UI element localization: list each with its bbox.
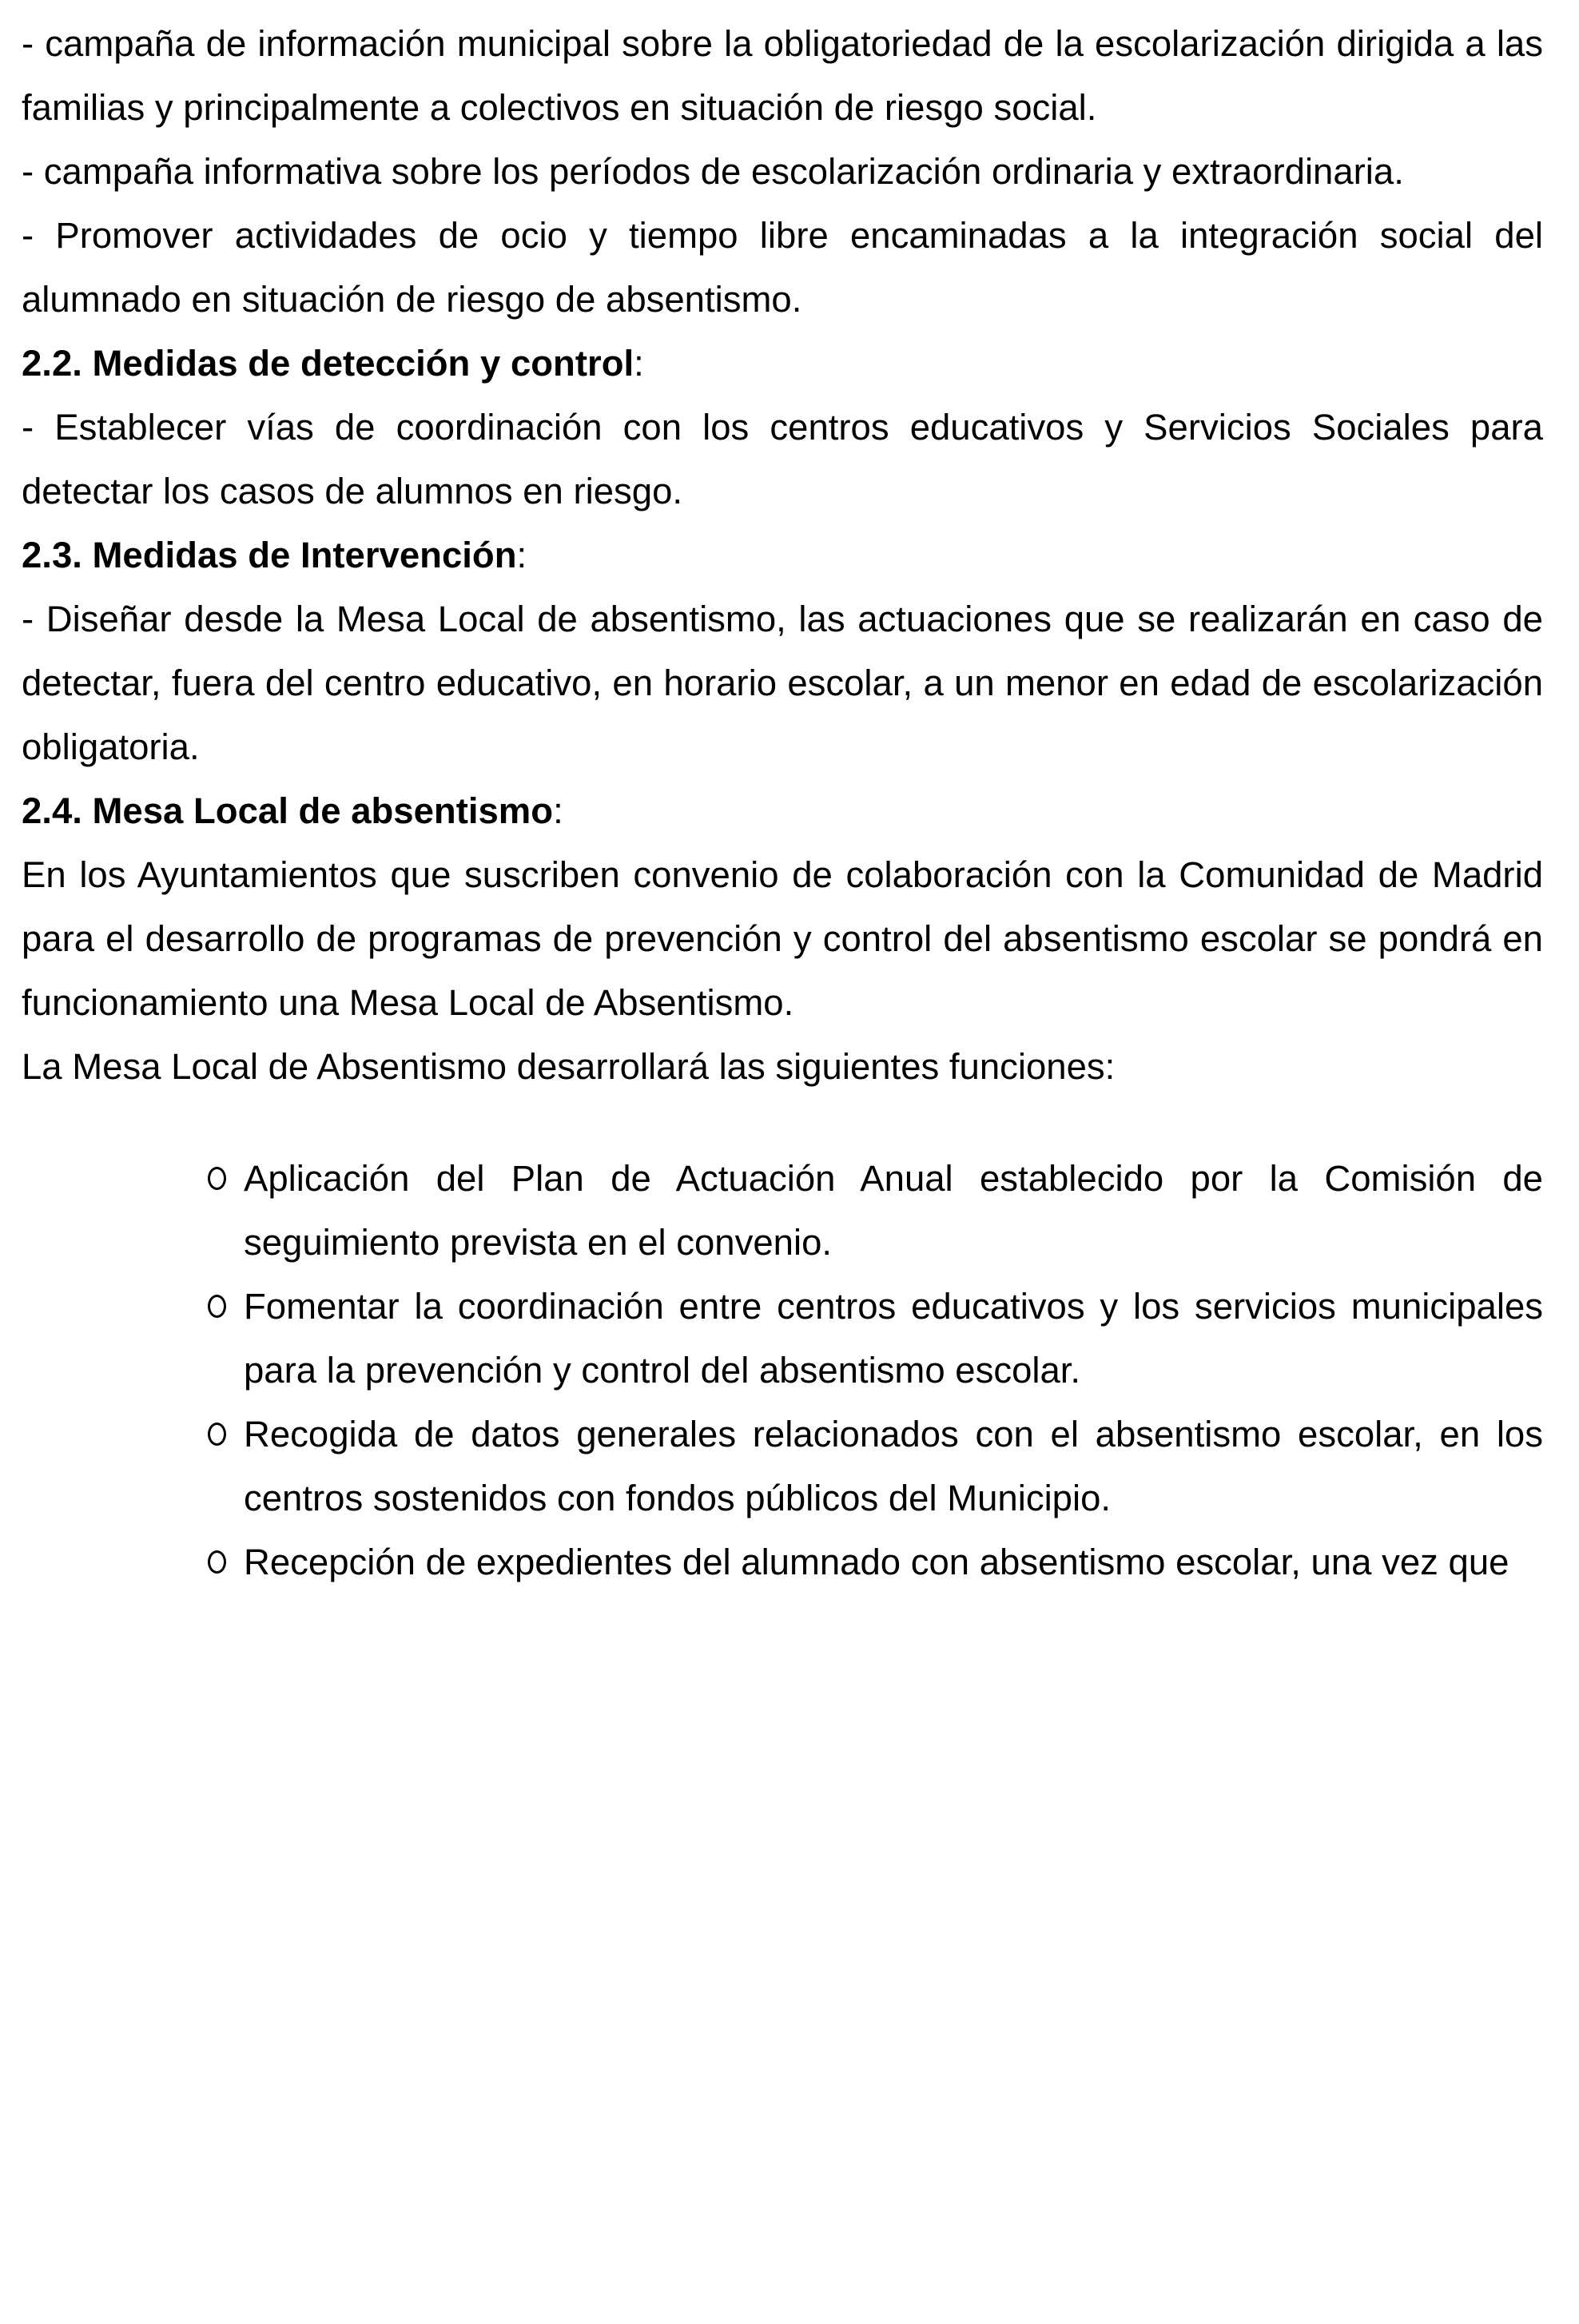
list-item-recogida-datos bbox=[22, 1403, 1543, 1530]
list-item-plan-anual bbox=[22, 1147, 1543, 1275]
intro-paragraph-promote-activities: - Promover actividades de ocio y tiempo libre encaminadas a la integración social del alumnado en situación de riesgo de absentismo. bbox=[22, 215, 1543, 320]
intro-paragraph-campaign-info: - campaña de información municipal sobre la obligatoriedad de la escolarización dirigida a las familias y principalmente a colectivos en situación de riesgo social. bbox=[22, 23, 1543, 128]
list-item-text: Aplicación del Plan de Actuación Anual establecido por la Comisión de seguimiento prevista en el convenio. bbox=[244, 1158, 1543, 1263]
section-heading-2-4 bbox=[22, 779, 1543, 843]
section-heading-2-4-title: 2.4. Mesa Local de absentismo bbox=[22, 790, 554, 831]
functions-list bbox=[22, 1147, 1543, 1594]
list-item-recepcion-expedientes bbox=[22, 1530, 1543, 1594]
section-heading-2-2-title: 2.2. Medidas de detección y control bbox=[22, 343, 634, 384]
list-item-text: Recepción de expedientes del alumnado con absentismo escolar, una vez que bbox=[244, 1542, 1509, 1582]
intro-paragraph-campaign-periods: - campaña informativa sobre los períodos de escolarización ordinaria y extraordinaria. bbox=[22, 151, 1404, 192]
section-heading-2-2-colon: : bbox=[634, 343, 644, 384]
list-item-text: Fomentar la coordinación entre centros educativos y los servicios municipales para la prevención y control del absentismo escolar. bbox=[244, 1286, 1543, 1391]
circle-bullet-icon bbox=[208, 1423, 226, 1446]
section-heading-2-3-colon: : bbox=[516, 535, 527, 575]
paragraph-detection-measures: - Establecer vías de coordinación con los centros educativos y Servicios Sociales para detectar los casos de alumnos en riesgo. bbox=[22, 407, 1543, 511]
section-heading-2-4-colon: : bbox=[553, 790, 563, 831]
section-heading-2-3-title: 2.3. Medidas de Intervención bbox=[22, 535, 517, 575]
circle-bullet-icon bbox=[208, 1167, 226, 1190]
circle-bullet-icon bbox=[208, 1295, 226, 1318]
list-item-text: Recogida de datos generales relacionados con el absentismo escolar, en los centros sostenidos con fondos públicos del Municipio. bbox=[244, 1414, 1543, 1518]
paragraph-mesa-local-functions-lead: La Mesa Local de Absentismo desarrollará las siguientes funciones: bbox=[22, 1046, 1116, 1087]
section-heading-2-2 bbox=[22, 332, 1543, 396]
section-heading-2-3 bbox=[22, 523, 1543, 587]
paragraph-mesa-local-convenio: En los Ayuntamientos que suscriben convenio de colaboración con la Comunidad de Madrid para el desarrollo de programas de prevención y control del absentismo escolar se pondrá en funcionamiento una Mesa Local de Absentismo. bbox=[22, 854, 1543, 1023]
paragraph-intervention-measures: - Diseñar desde la Mesa Local de absentismo, las actuaciones que se realizarán en caso de detectar, fuera del centro educativo, en horario escolar, a un menor en edad de escolarización obligatoria. bbox=[22, 599, 1543, 767]
list-item-fomentar-coordinacion bbox=[22, 1275, 1543, 1403]
circle-bullet-icon bbox=[208, 1550, 226, 1574]
